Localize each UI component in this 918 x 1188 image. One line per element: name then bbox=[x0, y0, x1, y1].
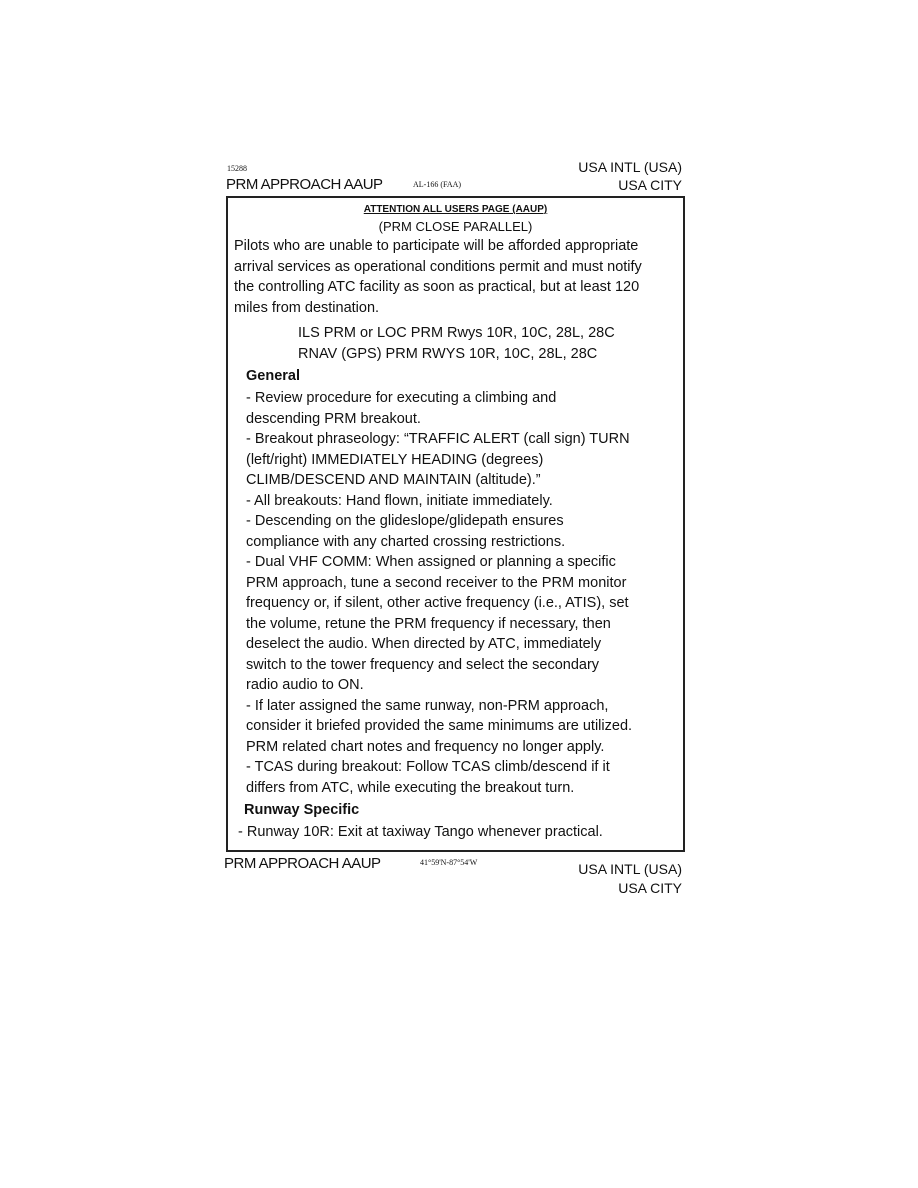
runway-specific-heading: Runway Specific bbox=[244, 802, 360, 818]
general-line: - All breakouts: Hand flown, initiate immediately. bbox=[246, 492, 553, 509]
general-line: frequency or, if silent, other active frequency (i.e., ATIS), set bbox=[246, 595, 629, 611]
footer-coordinates: 41°59'N-87°54'W bbox=[420, 858, 478, 867]
runway-notes bbox=[238, 822, 603, 843]
general-line: - If later assigned the same runway, non-PRM approach, bbox=[246, 697, 609, 714]
approach-item: RNAV (GPS) PRM RWYS 10R, 10C, 28L, 28C bbox=[298, 345, 598, 362]
intro-line: the controlling ATC facility as soon as practical, but at least 120 bbox=[234, 279, 640, 295]
general-line: PRM approach, tune a second receiver to the PRM monitor bbox=[246, 574, 627, 591]
general-line: the volume, retune the PRM frequency if necessary, then bbox=[246, 615, 611, 632]
general-line: - Review procedure for executing a climbing and bbox=[246, 390, 557, 406]
footer-airport: USA INTL (USA) bbox=[578, 861, 682, 877]
intro-paragraph bbox=[234, 236, 642, 318]
general-line: (left/right) IMMEDIATELY HEADING (degrees) bbox=[246, 451, 544, 468]
attention-heading: ATTENTION ALL USERS PAGE (AAUP) bbox=[363, 204, 548, 215]
general-line: CLIMB/DESCEND AND MAINTAIN (altitude).” bbox=[246, 472, 541, 488]
intro-line: Pilots who are unable to participate will be afforded appropriate bbox=[234, 238, 639, 254]
aaup-notice-box bbox=[226, 196, 685, 852]
intro-line: miles from destination. bbox=[234, 299, 380, 316]
al-code: AL-166 (FAA) bbox=[413, 180, 462, 189]
general-line: differs from ATC, while executing the breakout turn. bbox=[246, 779, 575, 796]
header-title: PRM APPROACH AAUP bbox=[226, 176, 383, 193]
general-heading: General bbox=[246, 368, 300, 384]
footer-city: USA CITY bbox=[618, 880, 682, 896]
prm-subtitle: (PRM CLOSE PARALLEL) bbox=[378, 219, 533, 234]
general-line: consider it briefed provided the same minimums are utilized. bbox=[246, 718, 633, 734]
runway-line: - Runway 10R: Exit at taxiway Tango whenever practical. bbox=[238, 824, 603, 840]
approach-list bbox=[298, 323, 615, 364]
general-line: PRM related chart notes and frequency no longer apply. bbox=[246, 738, 605, 755]
approach-item: ILS PRM or LOC PRM Rwys 10R, 10C, 28L, 28C bbox=[298, 325, 615, 341]
general-notes bbox=[246, 388, 632, 798]
general-line: compliance with any charted crossing restrictions. bbox=[246, 533, 566, 550]
header-city: USA CITY bbox=[618, 177, 682, 193]
intro-line: arrival services as operational conditions permit and must notify bbox=[234, 258, 642, 275]
general-line: deselect the audio. When directed by ATC, immediately bbox=[246, 636, 602, 652]
general-line: switch to the tower frequency and select the secondary bbox=[246, 656, 600, 673]
chart-id: 15288 bbox=[227, 164, 247, 173]
general-line: - Descending on the glideslope/glidepath ensures bbox=[246, 513, 564, 529]
general-line: - Breakout phraseology: “TRAFFIC ALERT (call sign) TURN bbox=[246, 431, 630, 447]
general-line: descending PRM breakout. bbox=[246, 410, 421, 427]
general-line: - Dual VHF COMM: When assigned or planning a specific bbox=[246, 554, 616, 570]
header-airport: USA INTL (USA) bbox=[578, 159, 682, 175]
footer-title: PRM APPROACH AAUP bbox=[224, 855, 381, 872]
general-line: radio audio to ON. bbox=[246, 677, 364, 693]
general-line: - TCAS during breakout: Follow TCAS climb/descend if it bbox=[246, 759, 610, 775]
